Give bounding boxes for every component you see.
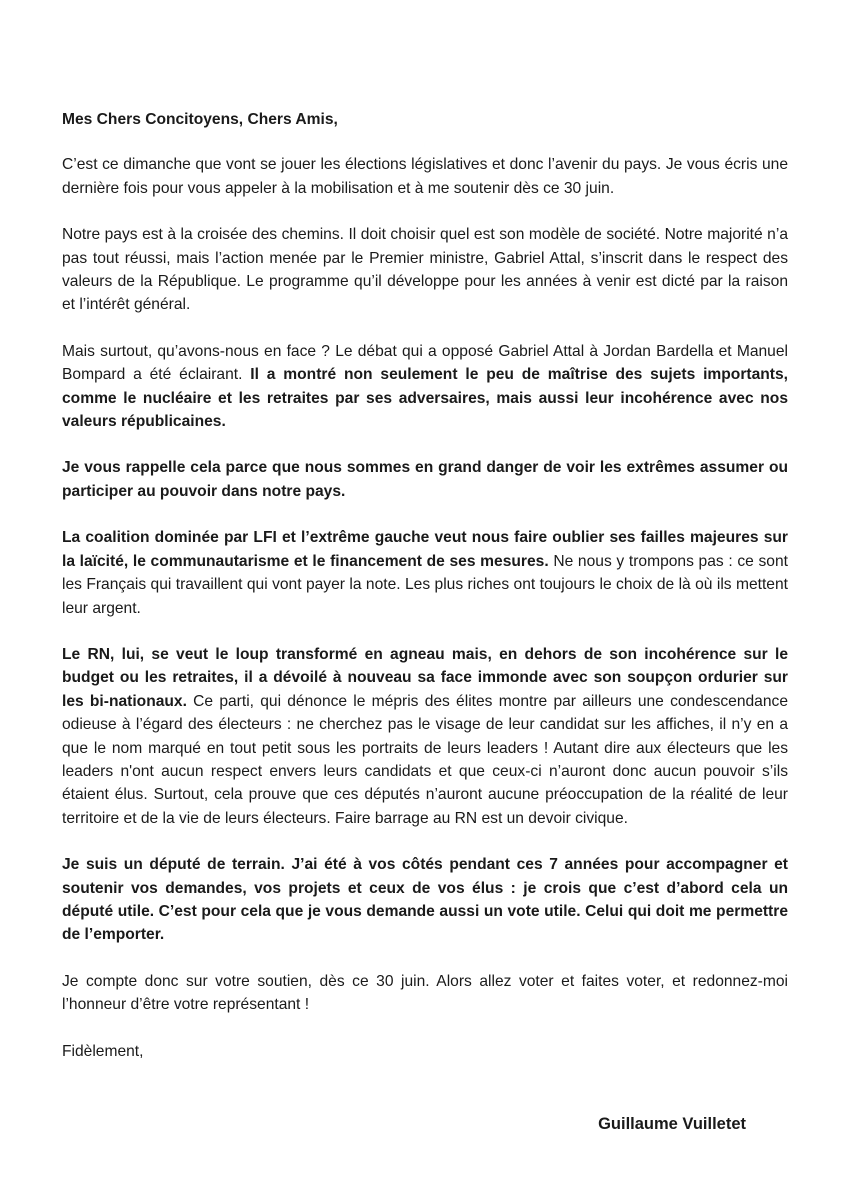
paragraph-5-emphasis: La coalition dominée par LFI et l’extrême gauche veut nous faire oublier ses failles majeures sur la laïcité, le communautarisme et le financement de ses mesures. — [62, 529, 788, 570]
paragraph-6-emphasis: Le RN, lui, se veut le loup transformé en agneau mais, en dehors de son incohérence sur le budget ou les retraites, il a dévoilé à nouveau sa face immonde avec son soupçon ordurier sur les bi-nationaux. — [62, 645, 788, 710]
paragraph-2: Notre pays est à la croisée des chemins. Il doit choisir quel est son modèle de société. Notre majorité n’a pas tout réussi, mais l’action menée par le Premier ministre, Gabriel Attal, s’inscrit dans le respect des valeurs de la République. Le programme qu’il développe pour les années à venir est dicté par la raison et l’intérêt général. — [62, 226, 788, 314]
paragraph-7: Je suis un député de terrain. J’ai été à vos côtés pendant ces 7 années pour accompagner et soutenir vos demandes, vos projets et ceux de vos élus : je crois que c’est d’abord cela un député utile. C’est pour cela que je vous demande aussi un vote utile. Celui qui doit me permettre de l’emporter. — [62, 856, 788, 944]
salutation: Mes Chers Concitoyens, Chers Amis, — [62, 111, 338, 128]
closing: Fidèlement, — [62, 1042, 144, 1060]
paragraph-1: C’est ce dimanche que vont se jouer les élections législatives et donc l’avenir du pays. Je vous écris une dernière fois pour vous appeler à la mobilisation et à me soutenir dès ce 30 juin. — [62, 156, 788, 197]
paragraph-3 — [62, 340, 788, 434]
paragraph-5-text: Ne nous y trompons pas : ce sont les Français qui travaillent qui vont payer la note. Les plus riches ont toujours le choix de là où ils mettent leur argent. — [62, 552, 788, 617]
paragraph-6 — [62, 643, 788, 830]
paragraph-3-text: Mais surtout, qu’avons-nous en face ? Le débat qui a opposé Gabriel Attal à Jordan Bardella et Manuel Bompard a été éclairant. — [62, 342, 788, 384]
paragraph-8: Je compte donc sur votre soutien, dès ce 30 juin. Alors allez voter et faites voter, et redonnez-moi l’honneur d’être votre représentant ! — [62, 972, 788, 1014]
letter-body — [62, 108, 788, 1063]
paragraph-4: Je vous rappelle cela parce que nous sommes en grand danger de voir les extrêmes assumer ou participer au pouvoir dans notre pays. — [62, 459, 788, 500]
paragraph-5 — [62, 526, 788, 620]
paragraph-6-text: Ce parti, qui dénonce le mépris des élites montre par ailleurs une condescendance odieuse à l’égard des électeurs : ne cherchez pas le visage de leur candidat sur les affiches, il n’y en a que le nom marqué en tout petit sous les portraits de leurs leaders ! Autant dire aux électeurs que les leaders n'ont aucun respect envers leurs candidats et que ceux-ci n’auront donc aucun pouvoir s’ils étaient élus. Surtout, cela prouve que ces députés n’auront aucune préoccupation de la réalité de leur territoire et de la vie de leurs électeurs. Faire barrage au RN est un devoir civique. — [62, 692, 788, 827]
signature-name: Guillaume Vuilletet — [598, 1115, 746, 1133]
paragraph-3-emphasis: Il a montré non seulement le peu de maîtrise des sujets importants, comme le nucléaire et les retraites par ses adversaires, mais aussi leur incohérence avec nos valeurs républicaines. — [62, 366, 788, 431]
